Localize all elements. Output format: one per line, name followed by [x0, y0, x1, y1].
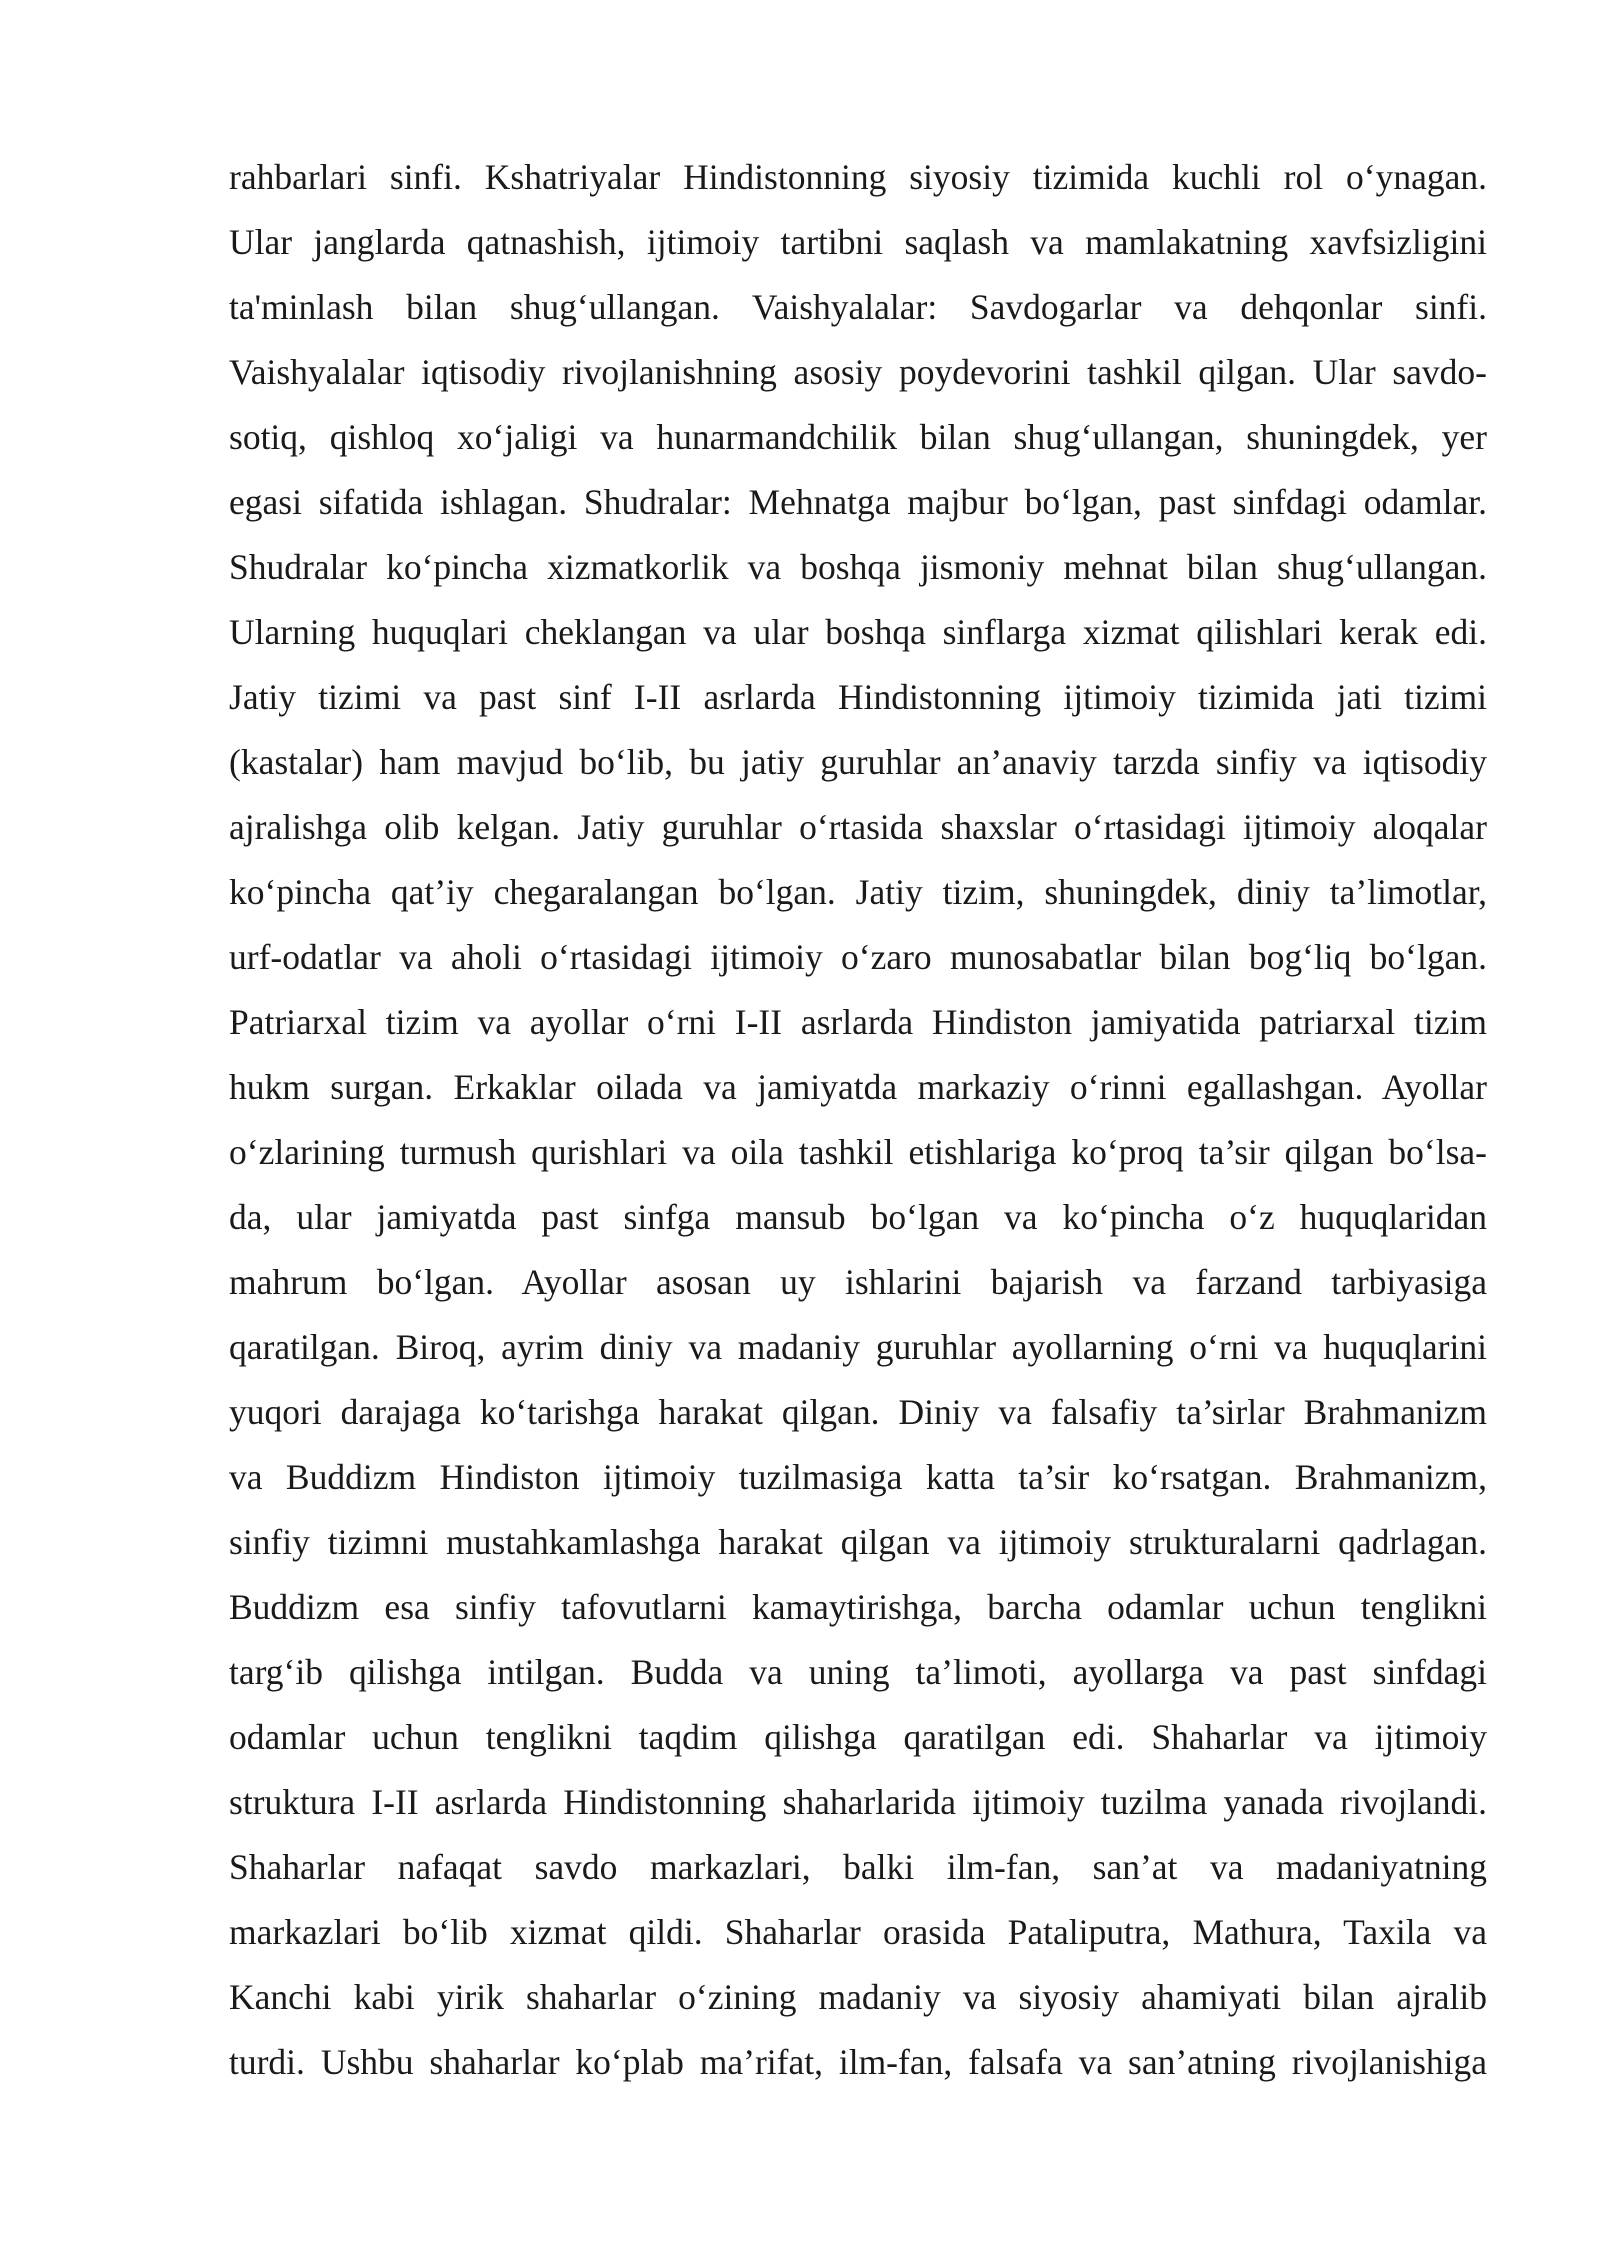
- text-line: egasi sifatida ishlagan. Shudralar: Mehnatga majbur bo‘lgan, past sinfdagi odamlar.: [229, 482, 1487, 522]
- text-line: qaratilgan. Biroq, ayrim diniy va madaniy guruhlar ayollarning o‘rni va huquqlarini: [229, 1327, 1487, 1367]
- text-line: struktura I-II asrlarda Hindistonning shaharlarida ijtimoiy tuzilma yanada rivojlandi.: [229, 1782, 1487, 1822]
- text-line: Ular janglarda qatnashish, ijtimoiy tartibni saqlash va mamlakatning xavfsizligini: [229, 222, 1487, 262]
- text-line: Ularning huquqlari cheklangan va ular boshqa sinflarga xizmat qilishlari kerak edi.: [229, 612, 1487, 652]
- text-line: yuqori darajaga ko‘tarishga harakat qilgan. Diniy va falsafiy ta’sirlar Brahmanizm: [229, 1392, 1487, 1432]
- text-line: mahrum bo‘lgan. Ayollar asosan uy ishlarini bajarish va farzand tarbiyasiga: [229, 1262, 1487, 1302]
- text-line: Jatiy tizimi va past sinf I-II asrlarda Hindistonning ijtimoiy tizimida jati tizimi: [229, 677, 1487, 717]
- text-line: turdi. Ushbu shaharlar ko‘plab ma’rifat, ilm-fan, falsafa va san’atning rivojlanishiga: [229, 2042, 1487, 2082]
- text-line: ajralishga olib kelgan. Jatiy guruhlar o‘rtasida shaxslar o‘rtasidagi ijtimoiy aloqalar: [229, 807, 1487, 847]
- text-line: sotiq, qishloq xo‘jaligi va hunarmandchilik bilan shug‘ullangan, shuningdek, yer: [229, 417, 1487, 457]
- text-line: markazlari bo‘lib xizmat qildi. Shaharlar orasida Pataliputra, Mathura, Taxila va: [229, 1912, 1487, 1952]
- text-line: targ‘ib qilishga intilgan. Budda va uning ta’limoti, ayollarga va past sinfdagi: [229, 1652, 1487, 1692]
- text-line: (kastalar) ham mavjud bo‘lib, bu jatiy guruhlar an’anaviy tarzda sinfiy va iqtisodiy: [229, 742, 1487, 782]
- text-line: Vaishyalalar iqtisodiy rivojlanishning asosiy poydevorini tashkil qilgan. Ular savdo-: [229, 352, 1487, 392]
- text-line: odamlar uchun tenglikni taqdim qilishga qaratilgan edi. Shaharlar va ijtimoiy: [229, 1717, 1487, 1757]
- body-text: [229, 145, 1487, 2095]
- text-line: urf-odatlar va aholi o‘rtasidagi ijtimoiy o‘zaro munosabatlar bilan bog‘liq bo‘lgan.: [229, 937, 1487, 977]
- text-line: da, ular jamiyatda past sinfga mansub bo‘lgan va ko‘pincha o‘z huquqlaridan: [229, 1197, 1487, 1237]
- text-line: Shudralar ko‘pincha xizmatkorlik va boshqa jismoniy mehnat bilan shug‘ullangan.: [229, 547, 1487, 587]
- text-line: Buddizm esa sinfiy tafovutlarni kamaytirishga, barcha odamlar uchun tenglikni: [229, 1587, 1487, 1627]
- text-line: ko‘pincha qat’iy chegaralangan bo‘lgan. Jatiy tizim, shuningdek, diniy ta’limotlar,: [229, 872, 1487, 912]
- text-line: Kanchi kabi yirik shaharlar o‘zining madaniy va siyosiy ahamiyati bilan ajralib: [229, 1977, 1487, 2017]
- text-line: sinfiy tizimni mustahkamlashga harakat qilgan va ijtimoiy strukturalarni qadrlagan.: [229, 1522, 1487, 1562]
- text-line: o‘zlarining turmush qurishlari va oila tashkil etishlariga ko‘proq ta’sir qilgan bo‘lsa-: [229, 1132, 1487, 1172]
- text-line: Patriarxal tizim va ayollar o‘rni I-II asrlarda Hindiston jamiyatida patriarxal tizim: [229, 1002, 1487, 1042]
- text-line: ta'minlash bilan shug‘ullangan. Vaishyalalar: Savdogarlar va dehqonlar sinfi.: [229, 287, 1487, 327]
- text-line: rahbarlari sinfi. Kshatriyalar Hindistonning siyosiy tizimida kuchli rol o‘ynagan.: [229, 157, 1487, 197]
- text-line: va Buddizm Hindiston ijtimoiy tuzilmasiga katta ta’sir ko‘rsatgan. Brahmanizm,: [229, 1457, 1487, 1497]
- text-line: Shaharlar nafaqat savdo markazlari, balki ilm-fan, san’at va madaniyatning: [229, 1847, 1487, 1887]
- text-line: hukm surgan. Erkaklar oilada va jamiyatda markaziy o‘rinni egallashgan. Ayollar: [229, 1067, 1487, 1107]
